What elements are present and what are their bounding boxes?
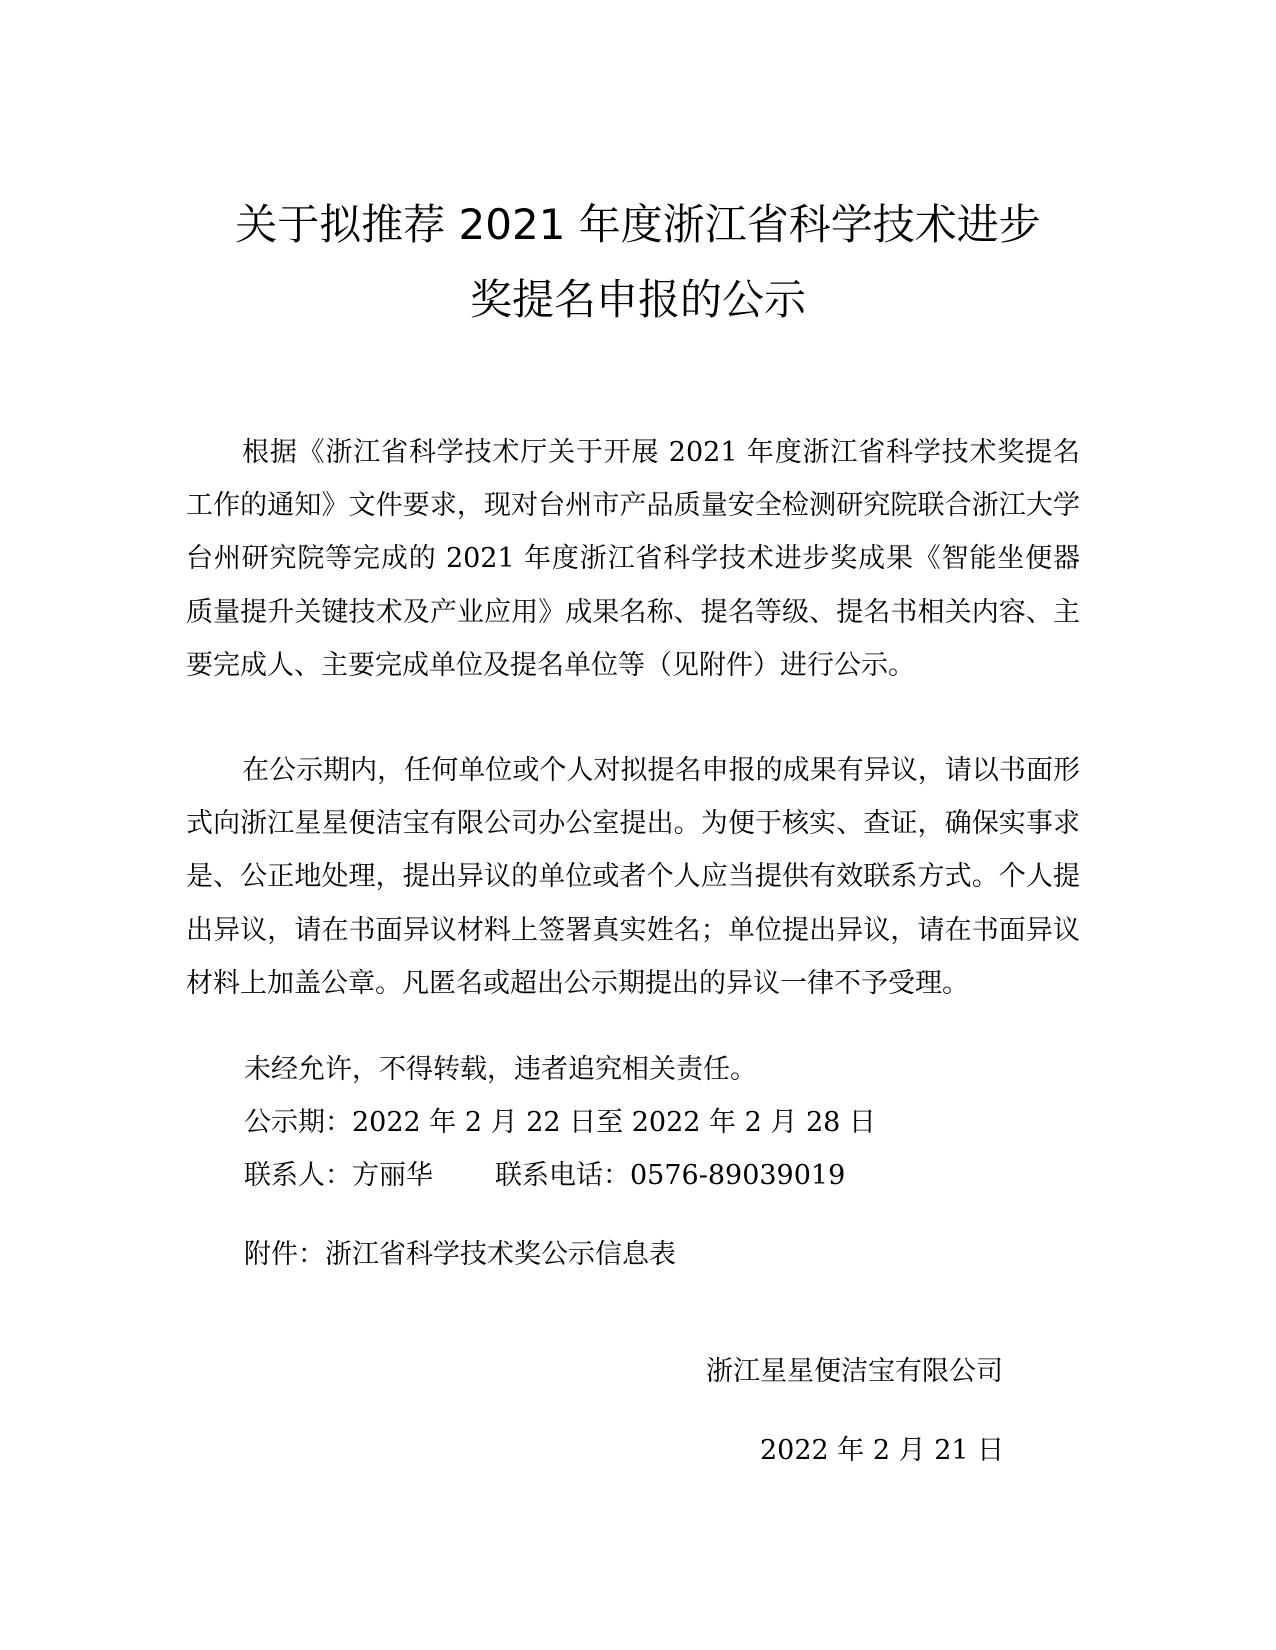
attachment-line: 附件：浙江省科学技术奖公示信息表 — [244, 1239, 676, 1270]
contact-info — [244, 1149, 845, 1202]
document-title-line2: 奖提名申报的公示 — [469, 275, 806, 324]
publicity-period: 公示期：2022 年 2 月 22 日至 2022 年 2 月 28 日 — [244, 1107, 876, 1138]
signature-date: 2022 年 2 月 21 日 — [760, 1435, 1005, 1466]
reprint-note: 未经允许，不得转载，违者追究相关责任。 — [244, 1054, 757, 1085]
paragraph-notice-basis: 根据《浙江省科学技术厅关于开展 2021 年度浙江省科学技术奖提名工作的通知》文件要求，现对台州市产品质量安全检测研究院联合浙江大学台州研究院等完成的 2021 年度浙江省科学技术进步奖成果《智能坐便器质量提升关键技术及产业应用》成果名称、提名等级、提名书相关内容、主要完成人、主要完成单位及提名单位等（见附件）进行公示。 — [186, 437, 1080, 681]
signature-company: 浙江星星便洁宝有限公司 — [706, 1356, 1003, 1387]
contact-person: 联系人：方丽华 — [244, 1160, 433, 1191]
document-title-line1: 关于拟推荐 2021 年度浙江省科学技术进步 — [235, 200, 1041, 249]
contact-phone: 联系电话：0576-89039019 — [495, 1160, 846, 1191]
paragraph-objection-procedure: 在公示期内，任何单位或个人对拟提名申报的成果有异议，请以书面形式向浙江星星便洁宝有限公司办公室提出。为便于核实、查证，确保实事求是、公正地处理，提出异议的单位或者个人应当提供有效联系方式。个人提出异议，请在书面异议材料上签署真实姓名；单位提出异议，请在书面异议材料上加盖公章。凡匿名或超出公示期提出的异议一律不予受理。 — [186, 755, 1080, 999]
